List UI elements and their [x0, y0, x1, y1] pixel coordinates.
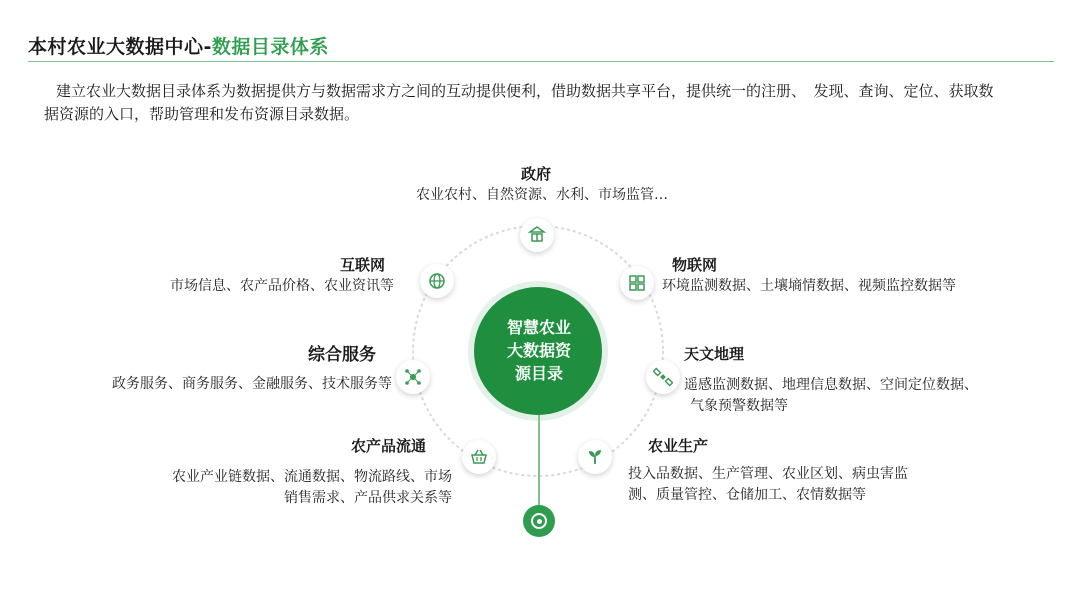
satellite-icon: [646, 360, 680, 394]
circulation-desc-line2: 销售需求、产品供求关系等: [284, 490, 452, 506]
hub-stem: [538, 415, 540, 507]
target-pin-icon: [523, 505, 555, 537]
iot-desc: 环境监测数据、土壤墒情数据、视频监控数据等: [662, 278, 956, 294]
iot-title: 物联网: [672, 256, 718, 274]
internet-desc: 市场信息、农产品价格、农业资讯等: [170, 278, 394, 294]
center-line-2: 大数据资: [506, 341, 571, 360]
internet-title: 互联网: [340, 256, 386, 274]
page-title-accent: 数据目录体系: [211, 36, 329, 58]
sprout-icon: [578, 440, 612, 474]
intro-paragraph: 建立农业大数据目录体系为数据提供方与数据需求方之间的互动提供便利，借助数据共享平台，提供统一的注册、 发现、查询、定位、获取数据资源的入口，帮助管理和发布资源目录数据。: [44, 82, 994, 123]
geography-title: 天文地理: [684, 345, 745, 363]
government-title: 政府: [521, 165, 552, 183]
agriculture-desc-line2: 测、质量管控、仓储加工、农情数据等: [628, 487, 866, 503]
iot-device-icon: [620, 266, 654, 300]
center-line-3: 源目录: [514, 364, 563, 383]
globe-icon: [420, 264, 454, 298]
government-desc: 农业农村、自然资源、水利、市场监管…: [416, 187, 668, 203]
circulation-desc-line1: 农业产业链数据、流通数据、物流路线、市场: [172, 469, 452, 485]
services-desc: 政务服务、商务服务、金融服务、技术服务等: [112, 376, 392, 392]
basket-icon: [462, 440, 496, 474]
government-seal-icon: [520, 218, 554, 252]
circulation-title: 农产品流通: [350, 437, 426, 455]
network-icon: [396, 360, 430, 394]
services-title: 综合服务: [308, 345, 376, 365]
page-title-main: 本村农业大数据中心-: [28, 36, 212, 58]
geography-desc-line1: 遥感监测数据、地理信息数据、空间定位数据、: [684, 377, 978, 393]
agriculture-title: 农业生产: [648, 437, 709, 455]
center-hub-label: [494, 316, 584, 385]
center-line-1: 智慧农业: [506, 318, 571, 337]
agriculture-desc-line1: 投入品数据、生产管理、农业区划、病虫害监: [628, 466, 908, 482]
geography-desc-line2: 气象预警数据等: [690, 398, 788, 414]
